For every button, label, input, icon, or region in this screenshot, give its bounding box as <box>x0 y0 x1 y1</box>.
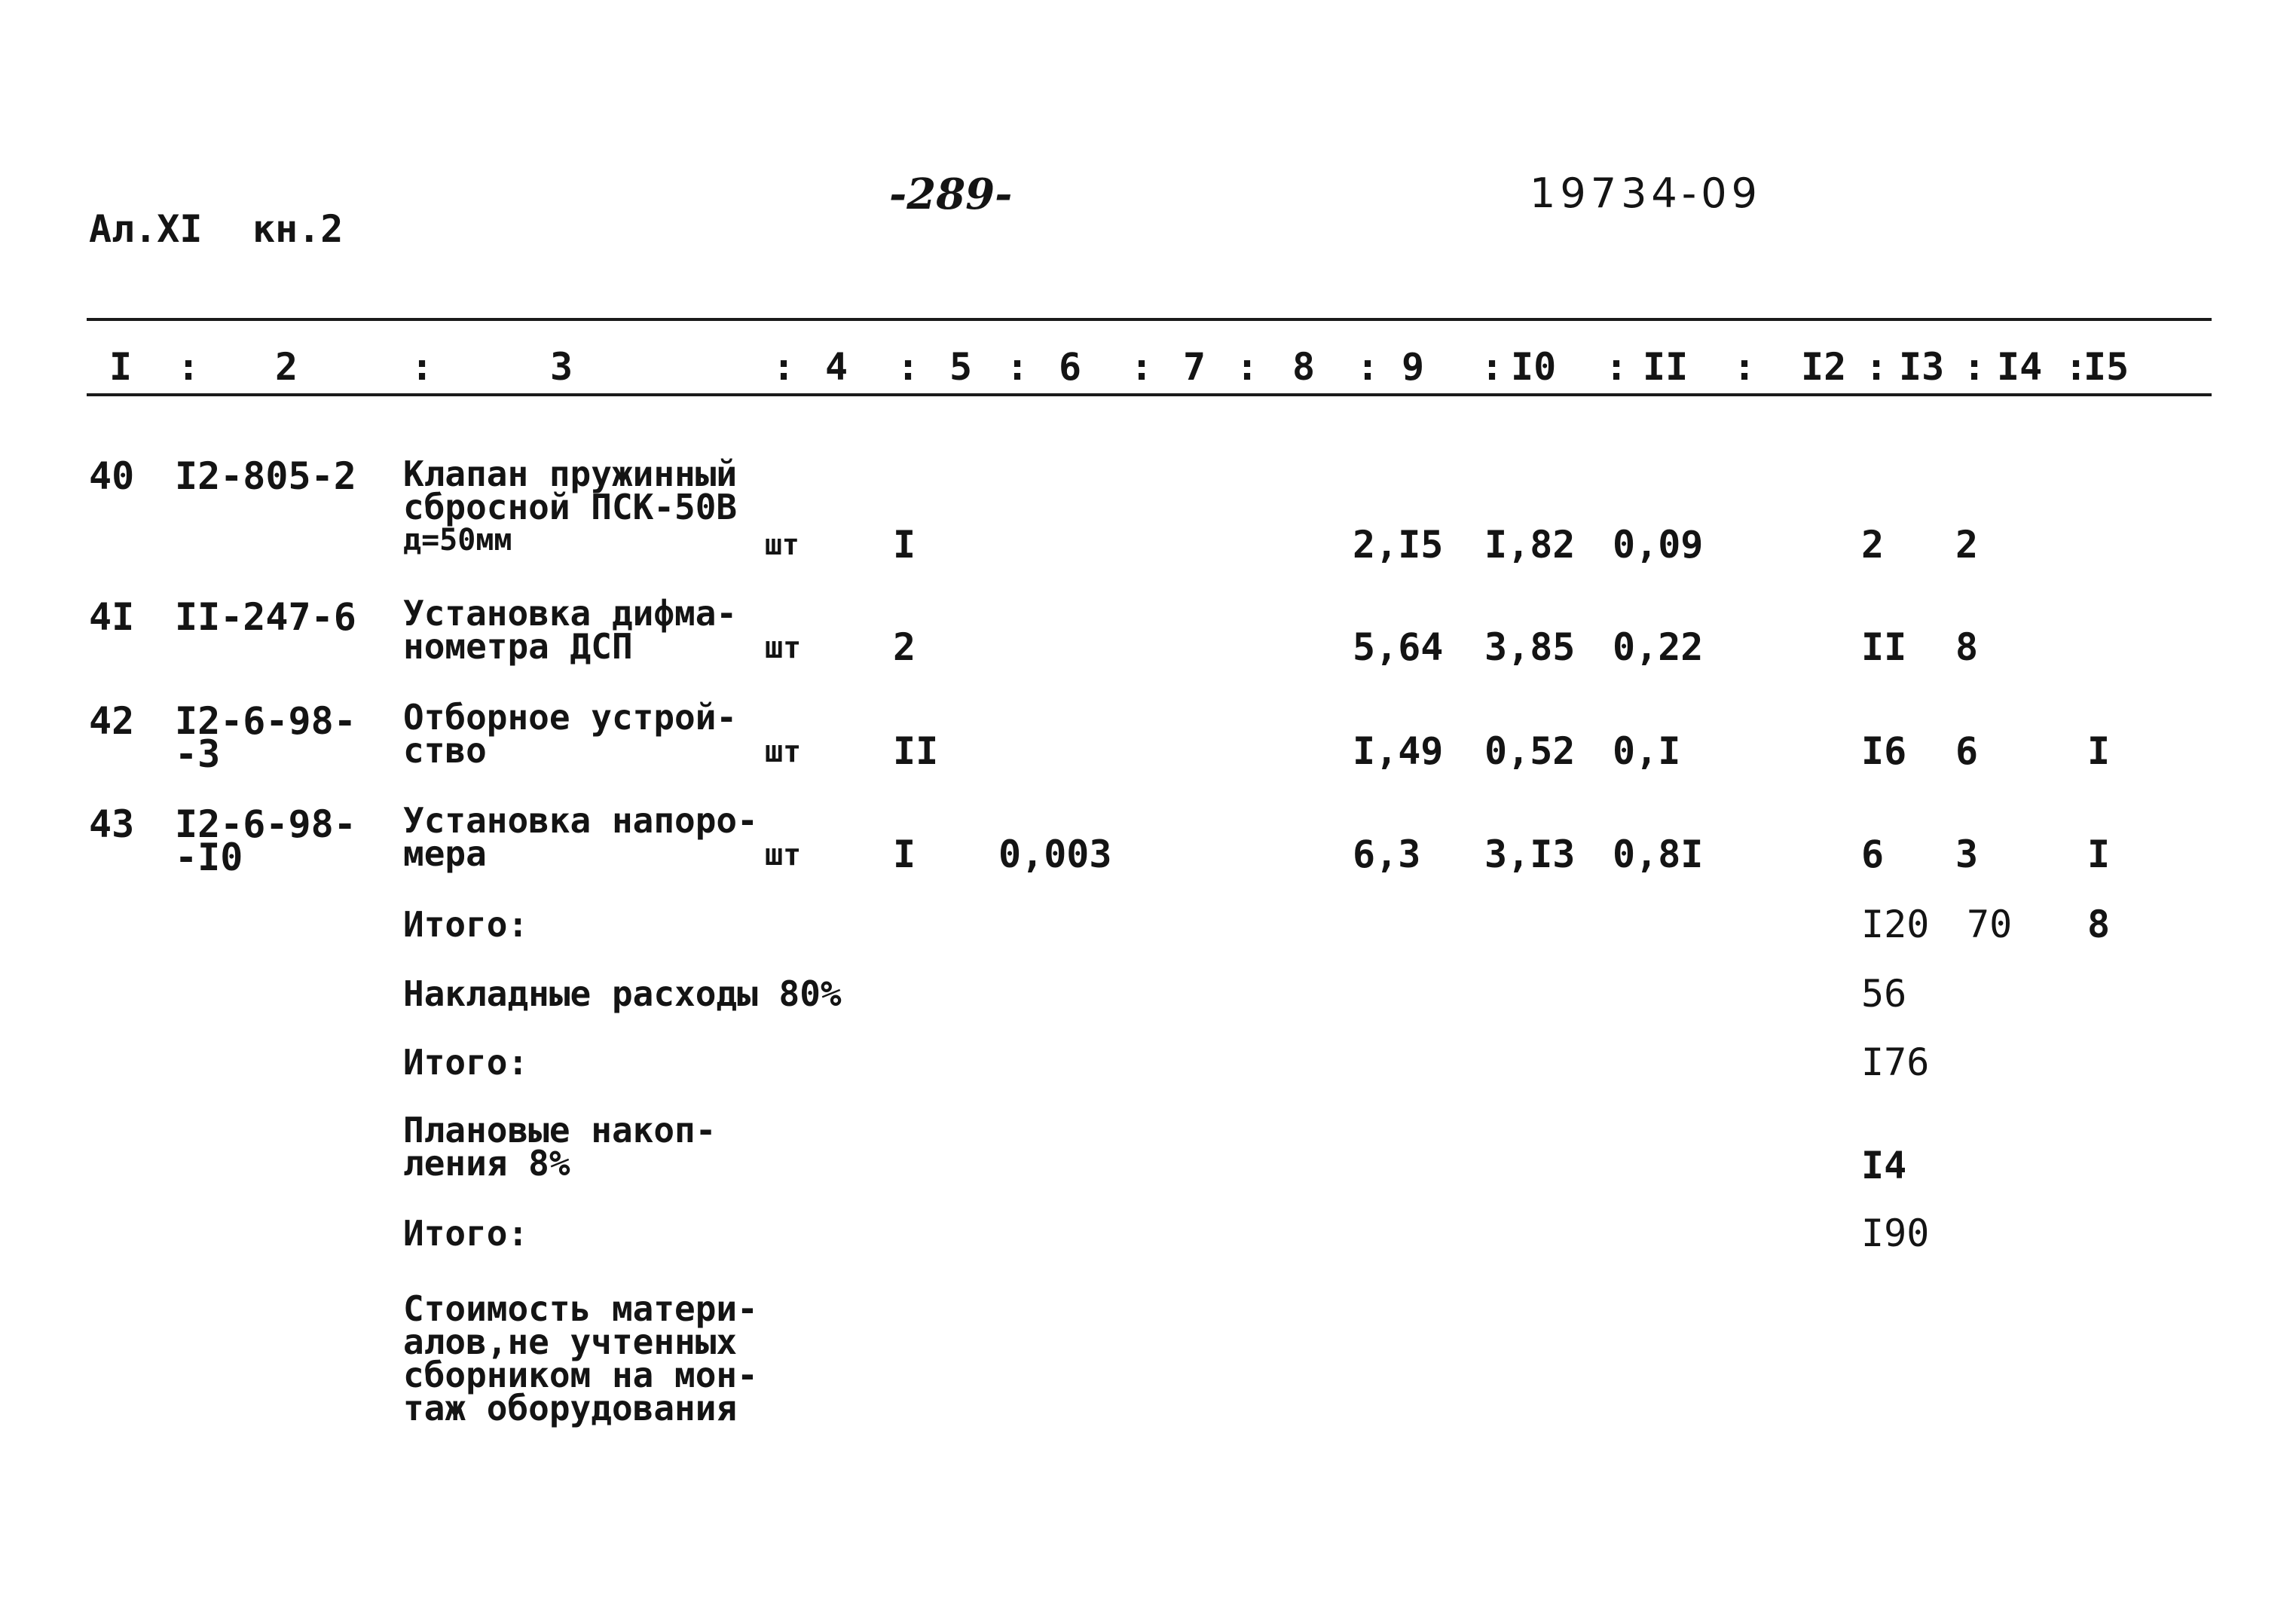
row-code: I2-805-2 <box>175 454 356 498</box>
row-number: 42 <box>89 699 135 743</box>
row-col11: 0,I <box>1613 729 1681 773</box>
page-number: -289- <box>889 170 1013 219</box>
summary-label: Накладные расходы 80% <box>403 973 842 1014</box>
row-number: 4I <box>89 595 135 639</box>
row-col12: II <box>1861 625 1907 669</box>
summary-label: Итого: <box>403 1042 529 1083</box>
col-header-sep: : <box>177 345 200 389</box>
col-header-15: I5 <box>2084 345 2129 389</box>
col-header-2: 2 <box>275 345 298 389</box>
row-code: I2-6-98- <box>175 699 356 743</box>
summary-col12: I90 <box>1861 1211 1930 1255</box>
row-col12: I6 <box>1861 729 1907 773</box>
summary-col15: 8 <box>2087 903 2111 946</box>
materials-note-line: сборником на мон- <box>403 1355 758 1395</box>
summary-label: Плановые накоп- <box>403 1110 717 1150</box>
row-name-line: Клапан пружинный <box>403 454 738 494</box>
summary-col12: I4 <box>1861 1144 1907 1187</box>
summary-col12: 56 <box>1861 972 1907 1016</box>
col-header-sep: : <box>772 345 796 389</box>
row-number: 43 <box>89 802 135 846</box>
table-top-rule <box>87 318 2212 321</box>
summary-label: Итого: <box>403 1213 529 1254</box>
col-header-sep: : <box>897 345 920 389</box>
row-col7: 0,003 <box>998 833 1112 876</box>
col-header-3: 3 <box>550 345 573 389</box>
col-header-13: I3 <box>1899 345 1945 389</box>
row-name-line: д=50мм <box>403 523 512 558</box>
row-col9: I,49 <box>1353 729 1444 773</box>
row-unit: шт <box>765 631 802 665</box>
col-header-sep: : <box>411 345 434 389</box>
col-header-sep: : <box>1865 345 1888 389</box>
row-code-continuation: -I0 <box>175 836 243 879</box>
book-volume: кн.2 <box>252 207 344 251</box>
col-header-8: 8 <box>1292 345 1316 389</box>
materials-note-line: таж оборудования <box>403 1388 738 1428</box>
col-header-sep: : <box>2065 345 2088 389</box>
col-header-11: II <box>1643 345 1689 389</box>
row-col13: 2 <box>1955 523 1979 567</box>
row-name-line: Установка дифма- <box>403 593 738 634</box>
row-col9: 6,3 <box>1353 833 1421 876</box>
row-unit: шт <box>765 735 802 769</box>
row-quantity: 2 <box>893 625 916 669</box>
row-quantity: II <box>893 729 939 773</box>
row-col10: I,82 <box>1484 523 1576 567</box>
summary-label: Итого: <box>403 904 529 945</box>
summary-col13: 70 <box>1967 903 2013 946</box>
row-col13: 3 <box>1955 833 1979 876</box>
row-col13: 6 <box>1955 729 1979 773</box>
col-header-9: 9 <box>1402 345 1425 389</box>
row-name-line: ство <box>403 730 487 771</box>
row-code: II-247-6 <box>175 595 356 639</box>
table-header-rule <box>87 393 2212 396</box>
col-header-1: I <box>109 345 133 389</box>
row-col10: 0,52 <box>1484 729 1576 773</box>
col-header-sep: : <box>1605 345 1628 389</box>
row-col9: 2,I5 <box>1353 523 1444 567</box>
row-col15: I <box>2087 833 2111 876</box>
col-header-sep: : <box>1130 345 1154 389</box>
materials-note-line: Стоимость матери- <box>403 1288 758 1329</box>
materials-note-line: алов,не учтенных <box>403 1321 738 1362</box>
summary-col12: I20 <box>1861 903 1930 946</box>
row-col10: 3,I3 <box>1484 833 1576 876</box>
col-header-sep: : <box>1006 345 1029 389</box>
col-header-6: 6 <box>1059 345 1082 389</box>
row-code-continuation: -3 <box>175 732 221 776</box>
col-header-7: 7 <box>1183 345 1206 389</box>
col-header-12: I2 <box>1801 345 1847 389</box>
row-name-line: мера <box>403 833 487 874</box>
row-name-line: сбросной ПСК-50В <box>403 487 738 527</box>
row-quantity: I <box>893 833 916 876</box>
col-header-sep: : <box>1733 345 1756 389</box>
col-header-10: I0 <box>1511 345 1557 389</box>
row-name-line: Отборное устрой- <box>403 697 738 738</box>
row-quantity: I <box>893 523 916 567</box>
book-reference: Ал.XI <box>89 207 203 251</box>
col-header-sep: : <box>1356 345 1380 389</box>
row-col9: 5,64 <box>1353 625 1444 669</box>
col-header-sep: : <box>1481 345 1504 389</box>
summary-label: ления 8% <box>403 1143 570 1184</box>
row-name-line: Установка напоро- <box>403 800 758 841</box>
row-col11: 0,8I <box>1613 833 1704 876</box>
row-col12: 2 <box>1861 523 1885 567</box>
col-header-5: 5 <box>949 345 973 389</box>
row-col12: 6 <box>1861 833 1885 876</box>
col-header-sep: : <box>1963 345 1986 389</box>
row-unit: шт <box>765 528 799 561</box>
col-header-14: I4 <box>1997 345 2043 389</box>
row-name-line: нометра ДСП <box>403 626 633 667</box>
row-unit: шт <box>765 838 802 872</box>
row-col10: 3,85 <box>1484 625 1576 669</box>
row-col15: I <box>2087 729 2111 773</box>
row-col13: 8 <box>1955 625 1979 669</box>
summary-col12: I76 <box>1861 1040 1930 1084</box>
row-col11: 0,22 <box>1613 625 1704 669</box>
document-number: 19734-09 <box>1530 170 1762 217</box>
col-header-4: 4 <box>825 345 848 389</box>
row-col11: 0,09 <box>1613 523 1704 567</box>
col-header-sep: : <box>1236 345 1259 389</box>
row-number: 40 <box>89 454 135 498</box>
row-code: I2-6-98- <box>175 802 356 846</box>
